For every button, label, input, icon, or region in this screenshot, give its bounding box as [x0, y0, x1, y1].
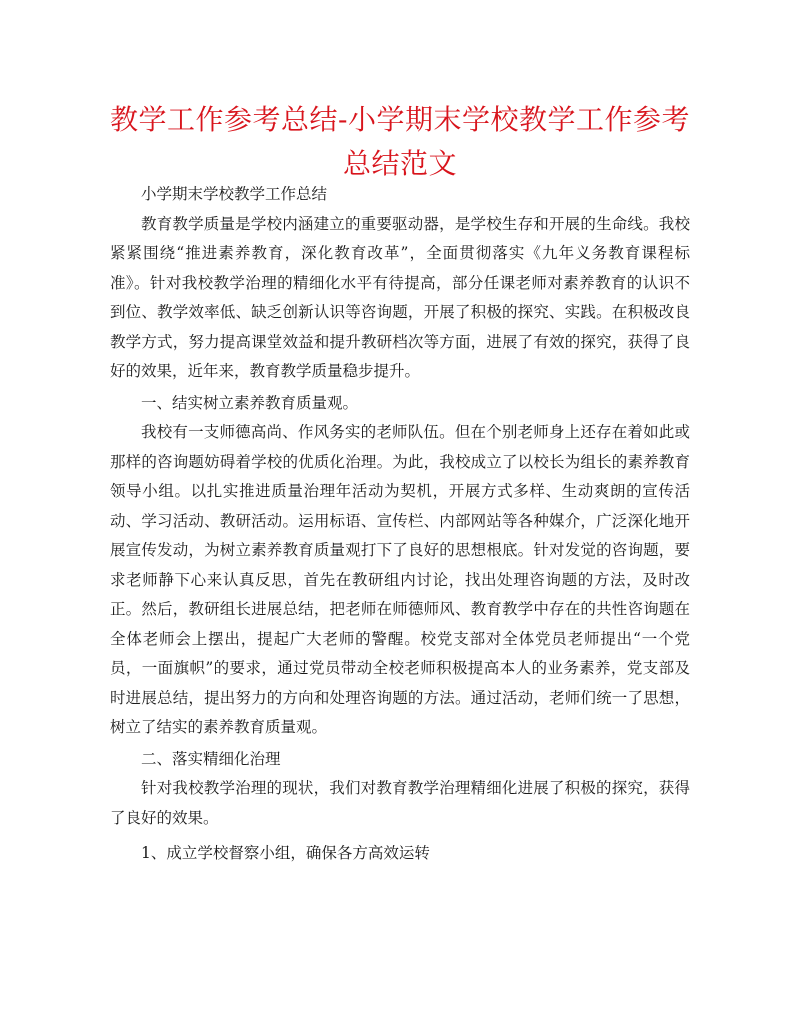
intro-paragraph: 教育教学质量是学校内涵建立的重要驱动器，是学校生存和开展的生命线。我校紧紧围绕“推进素养教育，深化教育改革”，全面贯彻落实《九年义务教育课程标准》。针对我校教学治理的精细化水平有待提高，部分任课老师对素养教育的认识不到位、教学效率低、缺乏创新认识等咨询题，开展了积极的探究、实践。在积极改良教学方式，努力提高课堂效益和提升教研档次等方面，进展了有效的探究，获得了良好的效果，近年来，教育教学质量稳步提升。: [110, 214, 690, 380]
section-heading-2: 二、落实精细化治理: [141, 749, 281, 768]
section-2-paragraph: 针对我校教学治理的现状，我们对教育教学治理精细化进展了积极的探究，获得了良好的效果。: [110, 779, 690, 827]
section-label: 小学期末学校教学工作总结: [141, 185, 328, 203]
section-heading-1: 一、结实树立素养教育质量观。: [141, 393, 359, 412]
subsection-heading-1: 1、成立学校督察小组，确保各方高效运转: [141, 844, 430, 862]
section-1-paragraph: 我校有一支师德高尚、作风务实的老师队伍。但在个别老师身上还存在着如此或那样的咨询题妨碍着学校的优质化治理。为此，我校成立了以校长为组长的素养教育领导小组。以扎实推进质量治理年活动为契机，开展方式多样、生动爽朗的宣传活动、学习活动、教研活动。运用标语、宣传栏、内部网站等各种媒介，广泛深化地开展宣传发动，为树立素养教育质量观打下了良好的思想根底。针对发觉的咨询题，要求老师静下心来认真反思，首先在教研组内讨论，找出处理咨询题的方法，及时改正。然后，教研组长进展总结，把老师在师德师风、教育教学中存在的共性咨询题在全体老师会上摆出，提起广大老师的警醒。校党支部对全体党员老师提出“一个党员，一面旗帜”的要求，通过党员带动全校老师积极提高本人的业务素养，党支部及时进展总结，提出努力的方向和处理咨询题的方法。通过活动，老师们统一了思想，树立了结实的素养教育质量观。: [110, 423, 690, 736]
document-title: 教学工作参考总结-小学期末学校教学工作参考总结范文: [110, 103, 690, 180]
document-body: [110, 180, 690, 869]
